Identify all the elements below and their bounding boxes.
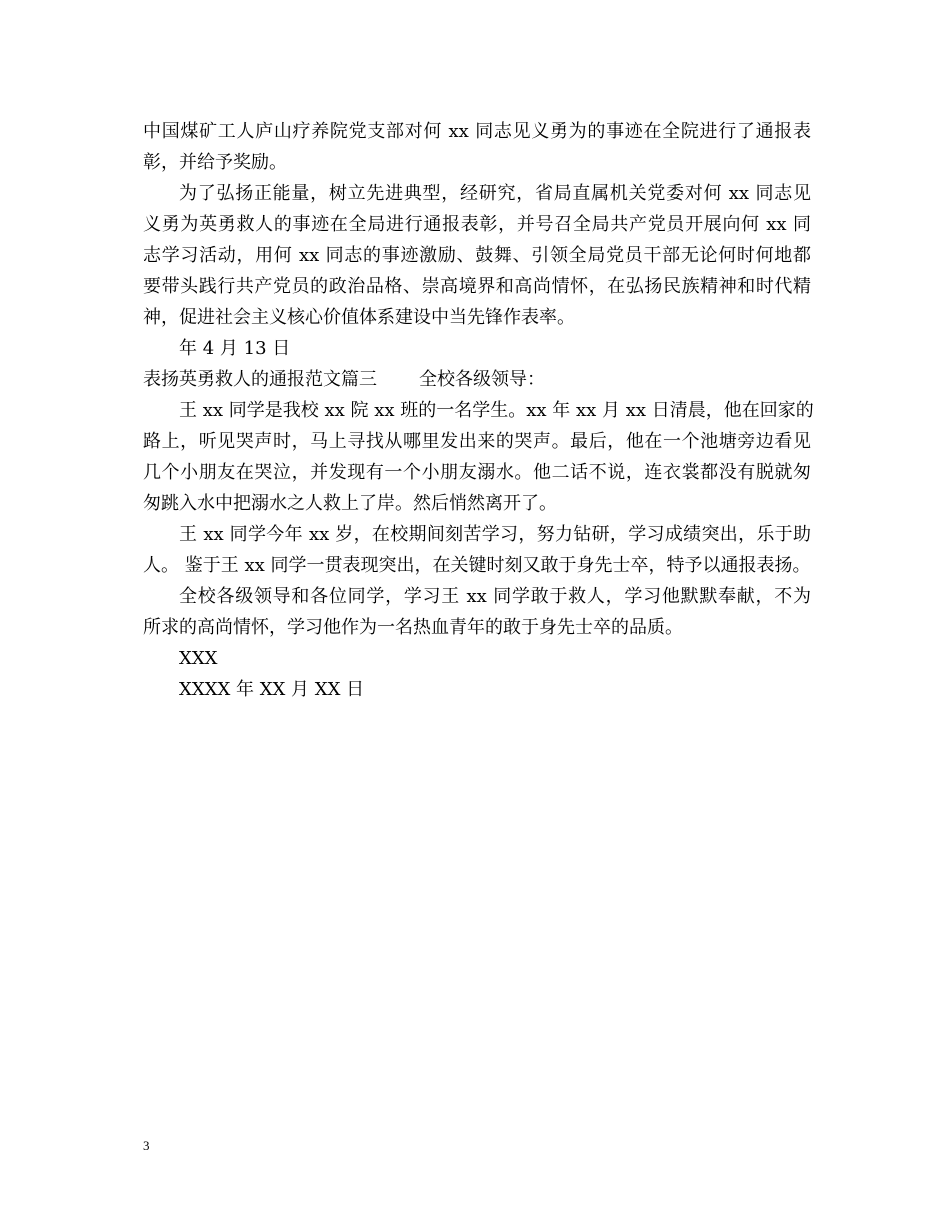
signature-date: XXXX 年 XX 月 XX 日	[179, 679, 365, 700]
text-line: 所求的高尚情怀，学习他作为一名热血青年的敢于身先士卒的品质。	[143, 617, 683, 638]
text-line: 路上，听见哭声时，马上寻找从哪里发出来的哭声。最后，他在一个池塘旁边看见	[143, 431, 811, 452]
text-line: 义勇为英勇救人的事迹在全局进行通报表彰，并号召全局共产党员开展向何 xx 同	[143, 214, 811, 235]
section-title: 表扬英勇救人的通报范文篇三	[143, 369, 377, 390]
text-line: 志学习活动，用何 xx 同志的事迹激励、鼓舞、引领全局党员干部无论何时何地都	[143, 245, 811, 266]
salutation: 全校各级领导：	[419, 369, 545, 390]
text-line: 几个小朋友在哭泣，并发现有一个小朋友溺水。他二话不说，连衣裳都没有脱就匆	[143, 462, 811, 483]
date-line: 年 4 月 13 日	[179, 338, 291, 359]
text-line: 彰，并给予奖励。	[143, 152, 287, 173]
text-line: 要带头践行共产党员的政治品格、崇高境界和高尚情怀，在弘扬民族精神和时代精	[143, 276, 811, 297]
text-line: 为了弘扬正能量，树立先进典型，经研究，省局直属机关党委对何 xx 同志见	[179, 183, 811, 204]
paragraph-student-merits	[143, 519, 811, 581]
text-line: 匆跳入水中把溺水之人救上了岸。然后悄然离开了。	[143, 493, 557, 514]
paragraph-commendation-sanatorium	[143, 116, 811, 178]
paragraph-party-committee	[143, 178, 811, 333]
text-line: 神，促进社会主义核心价值体系建设中当先锋作表率。	[143, 307, 575, 328]
text-line: 全校各级领导和各位同学，学习王 xx 同学敢于救人，学习他默默奉献，不为	[179, 586, 811, 607]
text-line: 王 xx 同学是我校 xx 院 xx 班的一名学生。xx 年 xx 月 xx 日清晨，他在回家的	[179, 400, 814, 421]
text-line: 中国煤矿工人庐山疗养院党支部对何 xx 同志见义勇为的事迹在全院进行了通报表	[143, 121, 811, 142]
document-body	[143, 116, 814, 705]
text-line: 人。 鉴于王 xx 同学一贯表现突出，在关键时刻又敢于身先士卒，特予以通报表扬。	[143, 555, 811, 576]
section-heading-line	[143, 364, 811, 395]
text-line: 王 xx 同学今年 xx 岁，在校期间刻苦学习，努力钻研，学习成绩突出，乐于助	[179, 524, 811, 545]
signature: XXX	[179, 648, 218, 669]
paragraph-call-to-learn	[143, 581, 811, 643]
paragraph-rescue-story	[143, 395, 814, 519]
page-number: 3	[143, 1138, 150, 1153]
